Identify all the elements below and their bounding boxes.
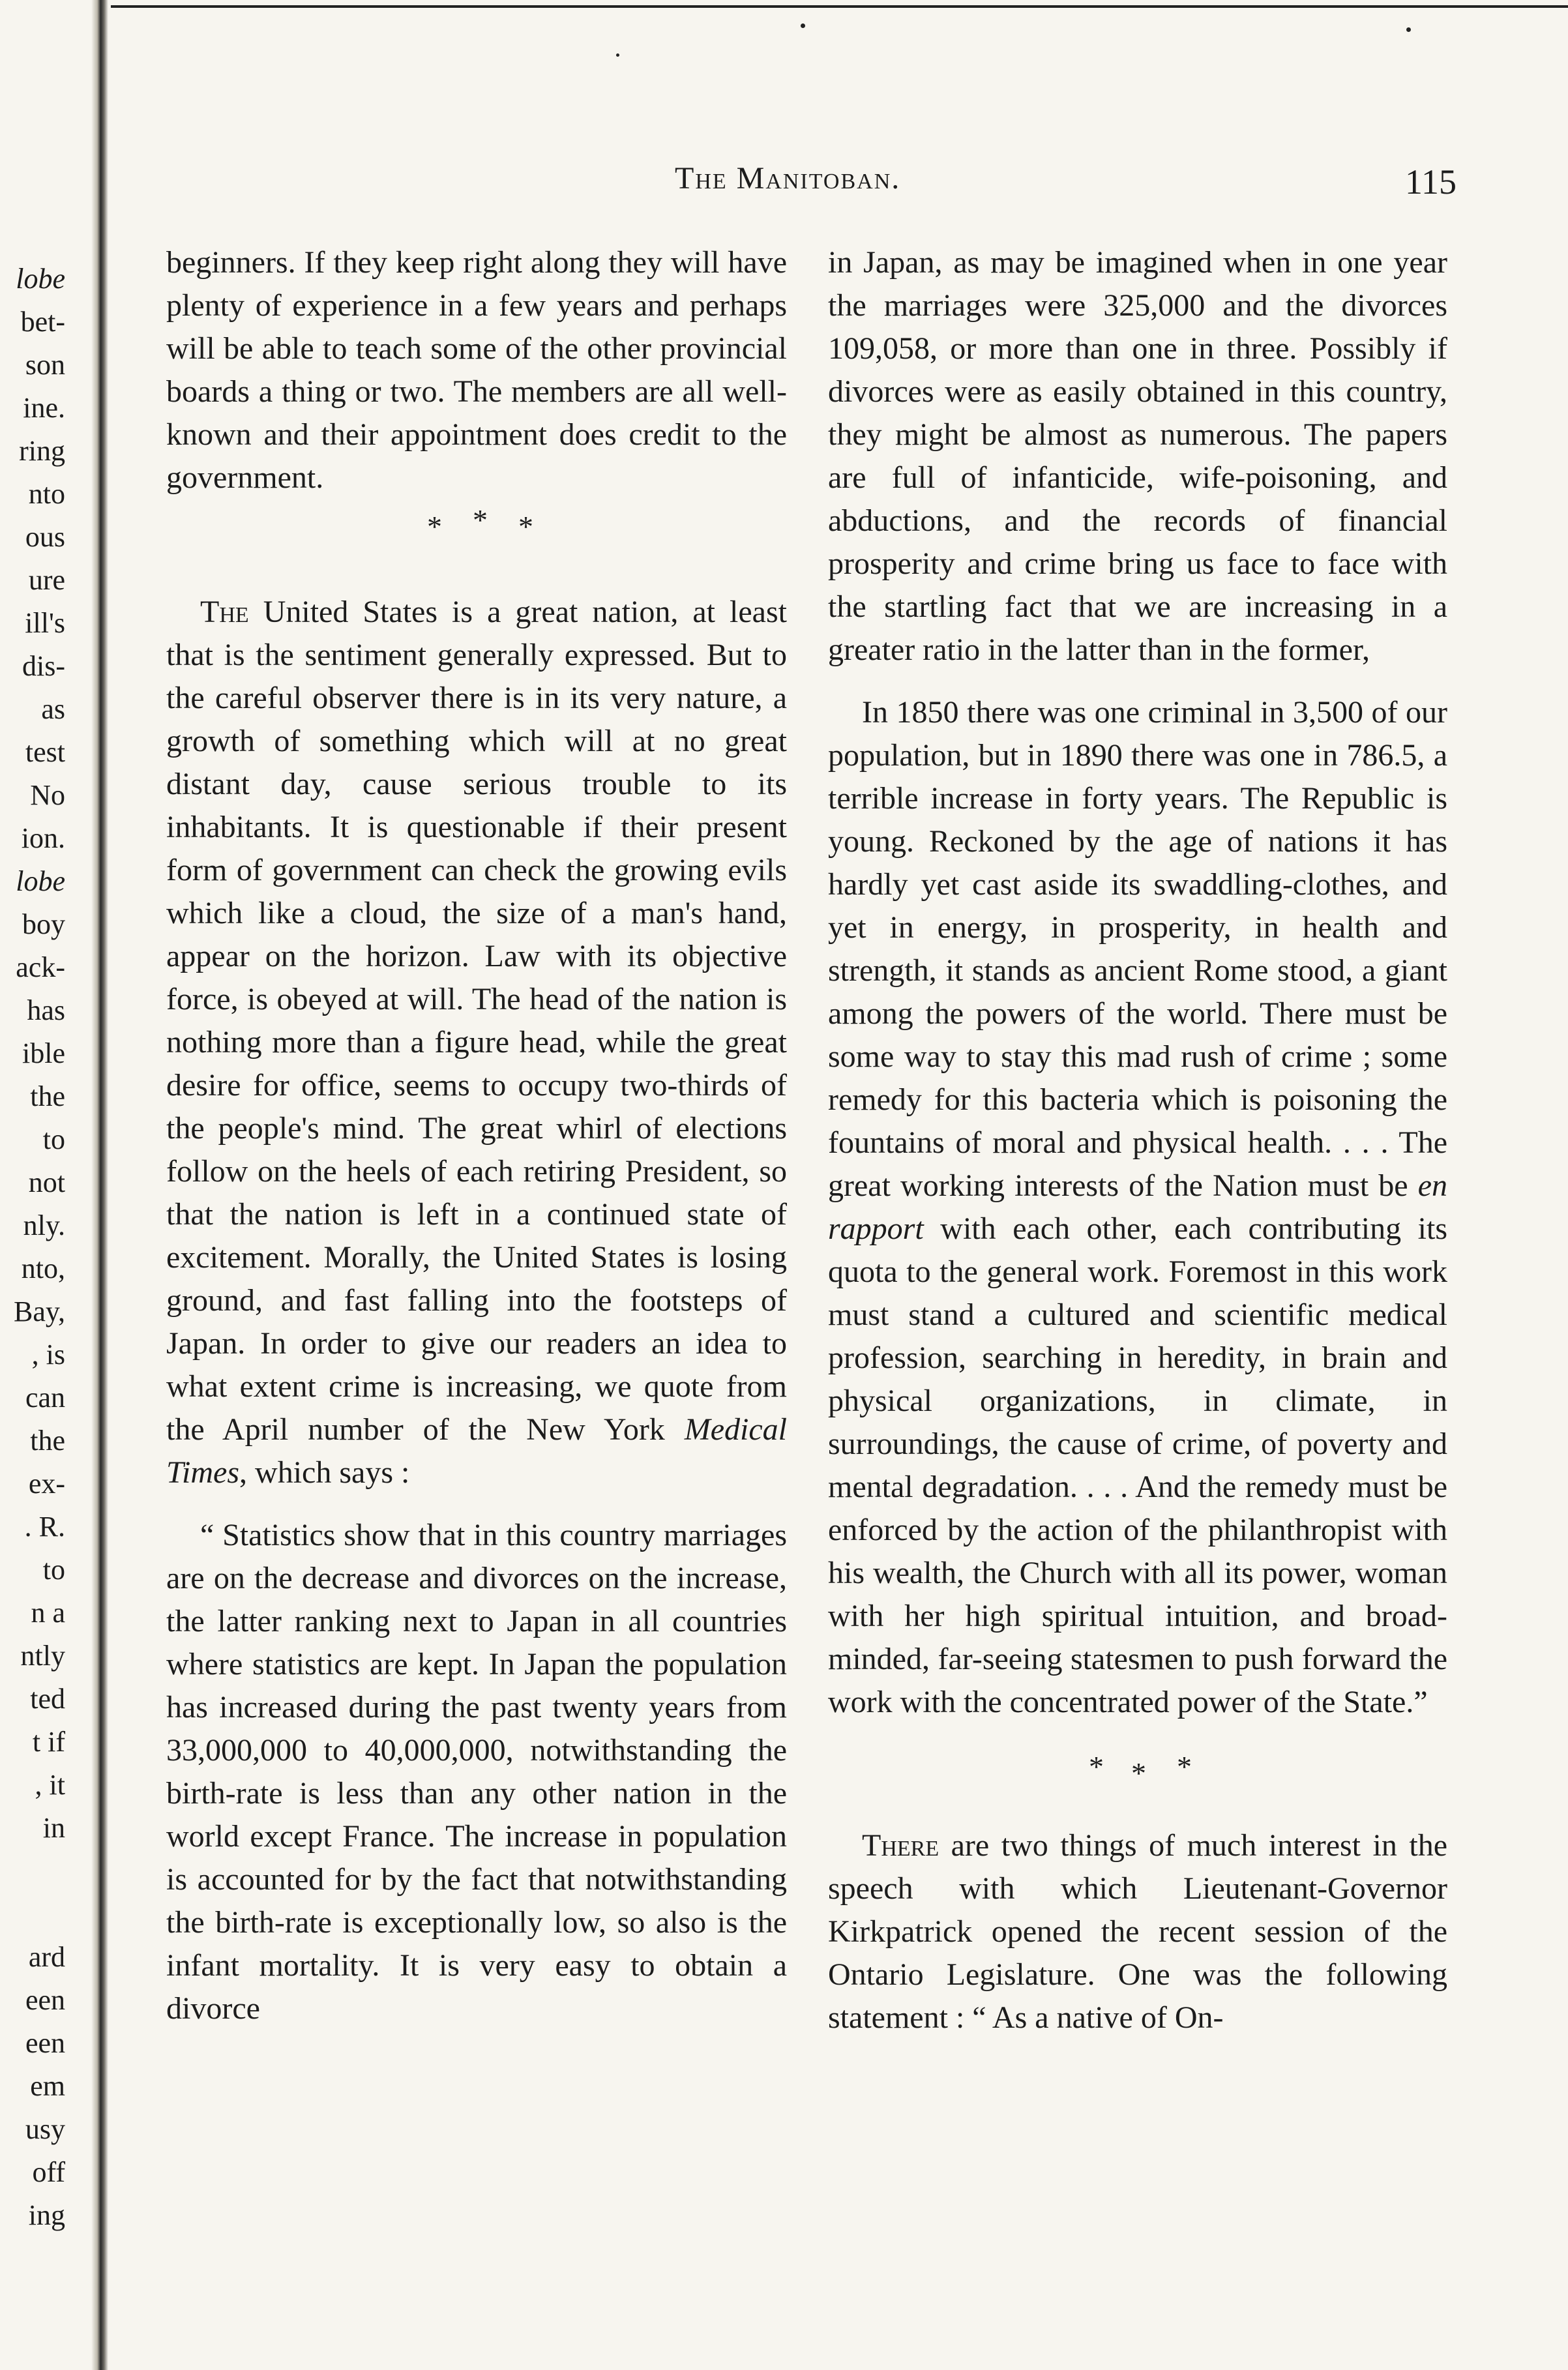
margin-fragment: n a (31, 1597, 65, 1629)
paragraph: in Japan, as may be imagined when in one year the marriages were 325,000 and the divorces 109,058, or more than one in three. Possibly if divorces were as easily obtained in this country, they might be almost as numerous. The papers are full of infanticide, wife-poisoning, and abductions, and the records of financial prosperity and crime bring us face to face with the startling fact that we are increasing in a greater ratio in the latter than in the former, (828, 245, 1447, 667)
margin-fragment: in (42, 1812, 65, 1844)
right-column (828, 241, 1447, 2039)
section-separator: * * * (1089, 1750, 1192, 1790)
margin-fragment: ted (30, 1683, 65, 1715)
margin-fragment: Bay, (13, 1296, 65, 1327)
paragraph-text: with each other, each contributing its quota to the general work. Foremost in this work must stand a cultured and scientific medical profession, searching in heredity, in brain and physical organizations, in climate, in surroundings, the cause of crime, of poverty and mental degradation. . . . And the remedy must be enforced by the action of the philanthropist with his wealth, the Church with all its power, woman with her high spiritual intuition, and broad-minded, far-seeing statesmen to push forward the work with the concentrated power of the State.” (828, 1211, 1447, 1719)
margin-fragment: No (30, 779, 65, 811)
margin-fragment: lobe (16, 263, 65, 295)
margin-fragment: ring (19, 435, 65, 467)
quotation: “ Statistics show that in this country marriages are on the decrease and divorces on the increase, the latter ranking next to Japan in all countries where statistics are kept. In Japan the population has increased during the past twenty years from 33,000,000 to 40,000,000, notwithstanding the birth-rate is less than any other nation in the world except France. The increase in population is accounted for by the fact that notwithstanding the birth-rate is exceptionally low, so also is the infant mortality. It is very easy to obtain a divorce (166, 1518, 787, 2026)
lead-word: The (200, 595, 249, 629)
margin-fragment: can (25, 1382, 65, 1414)
margin-fragment: ill's (25, 607, 65, 639)
margin-fragment: nto (28, 478, 65, 510)
margin-fragment: . R. (24, 1511, 65, 1543)
margin-fragment: nto, (21, 1252, 65, 1284)
margin-fragment: ard (28, 1941, 65, 1973)
top-rule (111, 5, 1568, 8)
paragraph (166, 591, 787, 1494)
speck (1406, 27, 1411, 32)
margin-fragment: test (25, 736, 65, 768)
publication-title: Medical Times (166, 1412, 788, 1490)
margin-fragment: usy (25, 2113, 65, 2145)
margin-fragment: dis- (22, 650, 65, 682)
margin-fragment: ex- (28, 1468, 65, 1500)
section-separator: * * * (427, 503, 533, 543)
margin-fragment: off (32, 2156, 65, 2188)
margin-fragment (0, 1893, 65, 1936)
margin-fragment: to (42, 1123, 65, 1155)
paragraph: beginners. If they keep right along they will have plenty of experience in a few years and perhaps will be able to teach some of the other provincial boards a thing or two. The members are all well-known and their appointment does credit to the government. (166, 245, 787, 495)
speck (616, 53, 619, 57)
margin-fragment: son (25, 349, 65, 381)
lead-word: There (862, 1828, 939, 1863)
margin-fragment: the (30, 1425, 65, 1457)
page-header-title: The Manitoban. (675, 161, 901, 196)
left-column (166, 241, 787, 2030)
margin-fragment: has (27, 994, 65, 1026)
binding-edge (91, 0, 108, 2370)
margin-fragment: , is (31, 1339, 65, 1370)
margin-fragment (0, 1850, 65, 1893)
paragraph-text: , which says : (239, 1455, 410, 1490)
margin-fragment: not (28, 1166, 65, 1198)
margin-fragment: the (30, 1080, 65, 1112)
page-number: 115 (1405, 162, 1457, 201)
paragraph (828, 1824, 1447, 2039)
margin-fragment: lobe (16, 865, 65, 897)
margin-fragment: ible (22, 1037, 65, 1069)
margin-fragment: ous (25, 521, 65, 553)
margin-fragment: ntly (20, 1640, 65, 1672)
speck (801, 23, 805, 28)
margin-fragment: een (25, 2027, 65, 2059)
paragraph-text: are two things of much interest in the speech with which Lieutenant-Governor Kirkpatrick opened the recent session of the Ontario Legislature. One was the following statement : “ As a native of On- (828, 1828, 1448, 2035)
margin-fragment: to (42, 1554, 65, 1586)
margin-fragment: boy (22, 908, 65, 940)
margin-fragment: een (25, 1984, 65, 2016)
paragraph-text: In 1850 there was one criminal in 3,500 of our population, but in 1890 there was one in 786.5, a terrible increase in forty years. The Republic is young. Reckoned by the age of nations it has hardly yet cast aside its swaddling-clothes, and yet in energy, in prosperity, in health and strength, it stands as ancient Rome stood, a giant among the powers of the world. There must be some way to stay this mad rush of crime ; some remedy for this bacteria which is poisoning the fountains of moral and physical health. . . . The great working interests of the Nation must be (828, 695, 1447, 1203)
margin-fragment: as (41, 693, 65, 725)
margin-fragment: ion. (21, 822, 65, 854)
margin-fragment: em (30, 2070, 65, 2102)
margin-fragment: ure (28, 564, 65, 596)
italic-phrase: en rapport (828, 1168, 1448, 1246)
margin-fragment: bet- (20, 306, 65, 338)
margin-fragment: ine. (23, 392, 65, 424)
paragraph-text: United States is a great nation, at least that is the sentiment generally expressed. But to the careful observer there is in its very nature, a growth of something which will at no great distant day, cause serious trouble to its inhabitants. It is questionable if their present form of government can check the growing evils which like a cloud, the size of a man's hand, appear on the horizon. Law with its objective force, is obeyed at will. The head of the nation is nothing more than a figure head, while the great desire for office, seems to occupy two-thirds of the people's mind. The great whirl of elections follow on the heels of each retiring President, so that the nation is left in a continued state of excitement. Morally, the United States is losing ground, and fast falling into the footsteps of Japan. In order to give our readers an idea to what extent crime is increasing, we quote from the April number of the New York (166, 595, 788, 1447)
margin-fragment: ing (28, 2199, 65, 2231)
margin-fragment: , it (35, 1769, 65, 1801)
margin-fragment: nly. (23, 1209, 65, 1241)
margin-fragment: t if (32, 1726, 65, 1758)
margin-fragment: ack- (16, 951, 65, 983)
adjacent-page-fragments (0, 258, 65, 2237)
paragraph (828, 691, 1447, 1724)
